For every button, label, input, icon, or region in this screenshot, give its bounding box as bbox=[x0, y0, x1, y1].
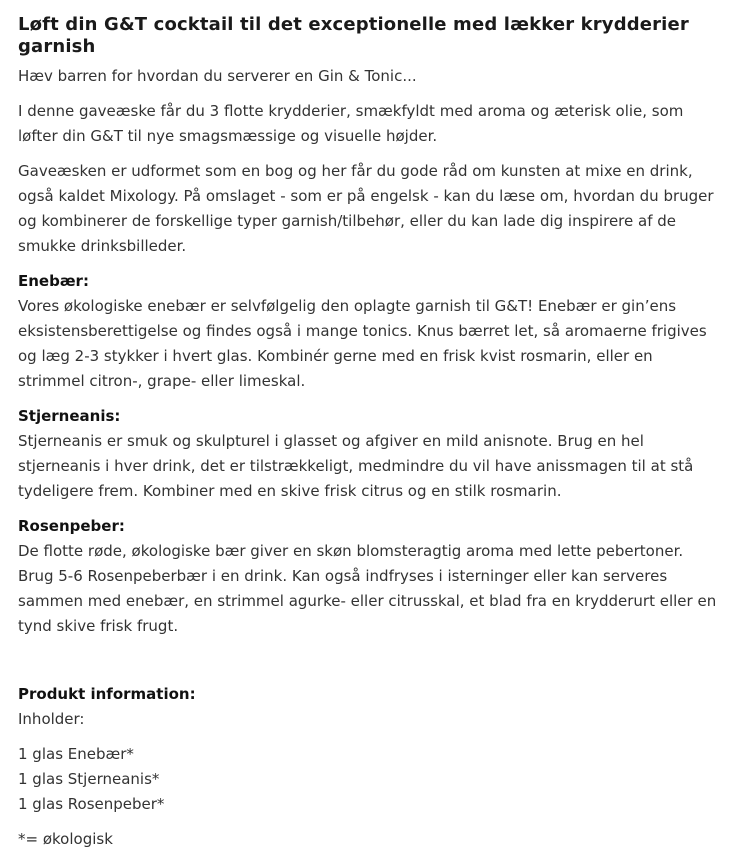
product-info bbox=[18, 682, 722, 852]
product-description bbox=[18, 14, 722, 852]
section-stjerneanis bbox=[18, 404, 722, 504]
section-heading: Stjerneanis: bbox=[18, 407, 121, 425]
section-enebaer bbox=[18, 269, 722, 394]
spacer bbox=[18, 639, 722, 682]
footnote: *= økologisk bbox=[18, 830, 113, 848]
section-heading: Enebær: bbox=[18, 272, 89, 290]
product-items-list bbox=[18, 742, 722, 817]
product-info-heading: Produkt information: bbox=[18, 685, 196, 703]
list-item: 1 glas Rosenpeber* bbox=[18, 795, 165, 813]
page-title: Løft din G&T cocktail til det exceptionelle med lækker krydderier garnish bbox=[18, 14, 689, 57]
section-rosenpeber bbox=[18, 514, 722, 639]
intro-paragraph: I denne gaveæske får du 3 flotte krydderier, smækfyldt med aroma og æterisk olie, som løfter din G&T til nye smagsmæssige og visuelle højder. bbox=[18, 102, 684, 145]
subtitle: Hæv barren for hvordan du serverer en Gin & Tonic... bbox=[18, 67, 417, 85]
contains-label: Inholder: bbox=[18, 710, 85, 728]
intro-paragraph: Gaveæsken er udformet som en bog og her får du gode råd om kunsten at mixe en drink, også kaldet Mixology. På omslaget - som er på engelsk - kan du læse om, hvordan du bruger og kombinerer de forskellige typer garnish/tilbehør, eller du kan lade dig inspirere af de smukke drinksbilleder. bbox=[18, 162, 714, 255]
section-body: Vores økologiske enebær er selvfølgelig den oplagte garnish til G&T! Enebær er gin’ens eksistensberettigelse og findes også i mange tonics. Knus bærret let, så aromaerne frigives og læg 2-3 stykker i hvert glas. Kombinér gerne med en frisk kvist rosmarin, eller en strimmel citron-, grape- eller limeskal. bbox=[18, 297, 707, 390]
list-item: 1 glas Enebær* bbox=[18, 745, 134, 763]
list-item: 1 glas Stjerneanis* bbox=[18, 770, 160, 788]
section-body: Stjerneanis er smuk og skulpturel i glasset og afgiver en mild anisnote. Brug en hel stjerneanis i hver drink, det er tilstrækkeligt, medmindre du vil have anissmagen til at stå tydeligere frem. Kombiner med en skive frisk citrus og en stilk rosmarin. bbox=[18, 432, 694, 500]
section-body: De flotte røde, økologiske bær giver en skøn blomsteragtig aroma med lette pebertoner. Brug 5-6 Rosenpeberbær i en drink. Kan også indfryses i isterninger eller kan serveres sammen med enebær, en strimmel agurke- eller citrusskal, et blad fra en krydderurt eller en tynd skive frisk frugt. bbox=[18, 542, 717, 635]
section-heading: Rosenpeber: bbox=[18, 517, 125, 535]
